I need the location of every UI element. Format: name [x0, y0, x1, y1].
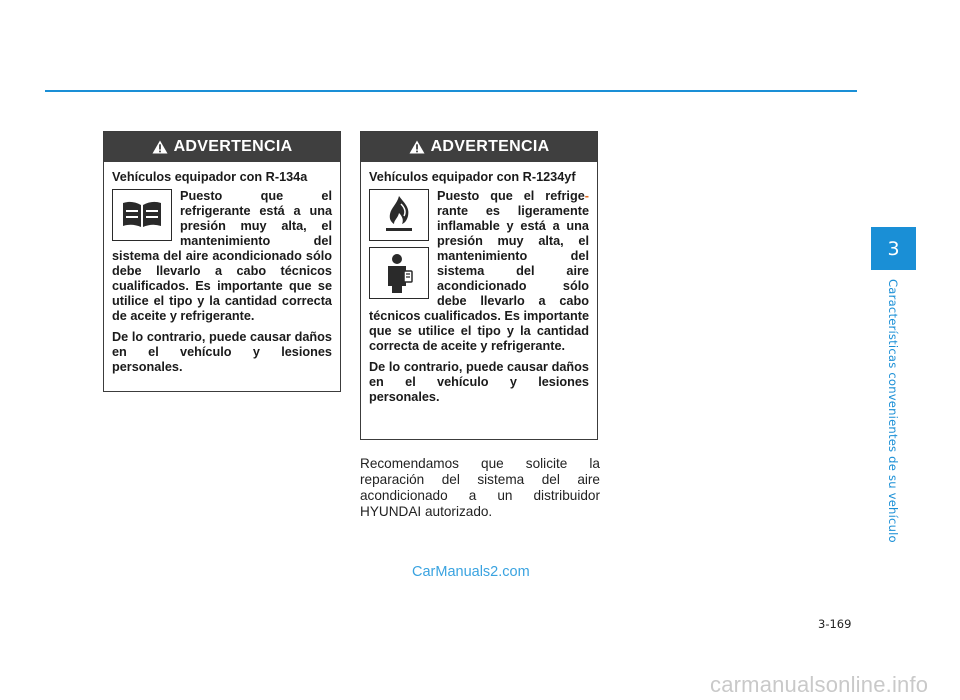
warning-subtitle: Vehículos equipador con R-134a — [112, 170, 308, 184]
warning-triangle-icon — [152, 140, 168, 154]
manual-book-icon — [112, 189, 172, 241]
warning-subtitle: Vehículos equipador con R-1234yf — [369, 170, 576, 184]
watermark-link[interactable]: CarManuals2.com — [412, 564, 530, 580]
warning-box-r134a — [103, 131, 341, 392]
warning-header-label: ADVERTENCIA — [430, 138, 550, 155]
warning-header — [361, 132, 597, 162]
chapter-title-text: Características convenientes de su vehículo — [886, 279, 900, 543]
warning-text-consequence: De lo contrario, puede causar daños en el vehículo y lesiones personales. — [369, 360, 589, 404]
footer-watermark: carmanualsonline.info — [710, 672, 929, 697]
warning-triangle-icon — [409, 140, 425, 154]
flammable-icon — [369, 189, 429, 241]
chapter-tab: 3 — [871, 227, 916, 270]
qualified-technician-icon — [369, 247, 429, 299]
warning-header-label: ADVERTENCIA — [173, 138, 293, 155]
warning-text-main: Puesto que el refrigerante está a una presión muy alta, el mantenimiento del sistema del aire acondicionado sólo debe llevarlo a cabo técnicos cualificados. Es importante que se utilice el tipo y la cantidad correcta de aceite y refrigerante. — [112, 189, 332, 323]
top-rule — [45, 90, 857, 92]
warning-box-r1234yf — [360, 131, 598, 440]
hyphen-mark: - — [584, 189, 589, 203]
page-number: 3-169 — [818, 617, 852, 631]
warning-text-main-part2: rante es ligeramente inflamable y está a una presión muy alta, el mantenimiento del sistema del aire acondicionado sólo debe llevarlo a cabo técnicos cualificados. Es importante que se utilice el tipo y la cantidad correcta de aceite y refrigerante. — [369, 204, 589, 353]
warning-header — [104, 132, 340, 162]
warning-text-consequence: De lo contrario, puede causar daños en el vehículo y lesiones personales. — [112, 330, 332, 374]
warning-text-main-part1: Puesto que el refrige — [437, 189, 585, 203]
recommendation-text: Recomendamos que solicite la reparación del sistema del aire acondicionado a un distribuidor HYUNDAI autorizado. — [360, 456, 600, 519]
